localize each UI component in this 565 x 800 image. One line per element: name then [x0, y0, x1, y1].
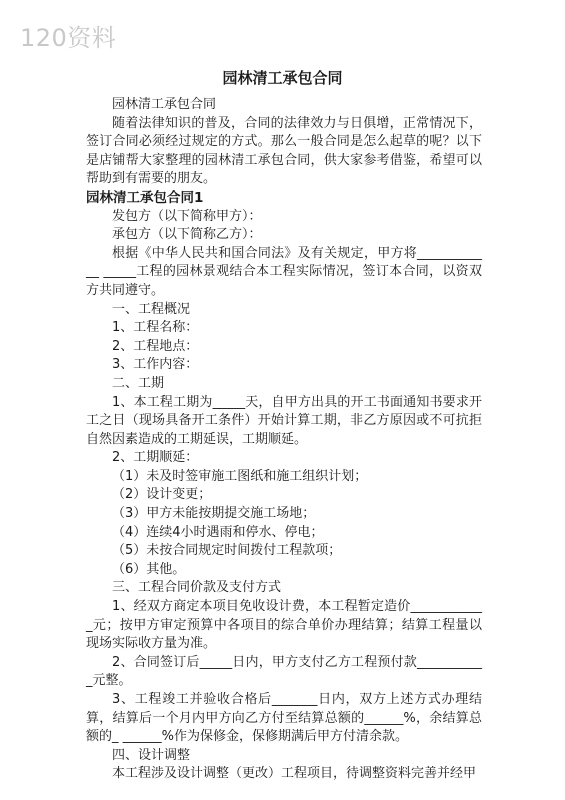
paragraph: 随着法律知识的普及，合同的法律效力与日俱增，正常情况下，签订合同必须经过规定的方式。那么一般合同是怎么起草的呢？以下是店铺帮大家整理的园林清工承包合同，供大家参考借鉴，希望可以帮助到有需要的朋友。	[86, 115, 482, 187]
paragraph: 园林清工承包合同	[112, 97, 217, 112]
document-title: 园林清工承包合同	[222, 69, 343, 87]
paragraph: （3）甲方未能按期提交施工场地；	[112, 506, 316, 522]
paragraph: 2、工期顺延：	[112, 450, 199, 466]
section-heading: 园林清工承包合同1	[86, 189, 204, 206]
paragraph: 承包方（以下简称乙方）：	[112, 227, 262, 243]
paragraph: 四、设计调整	[112, 747, 191, 763]
paragraph: 3、工程竣工并验收合格后_______日内，双方上述方式办理结算，结算后一个月内甲方向乙方付至结算总额的______%，余结算总额的_ ______%作为保修金，保修期满后甲方付清余款。	[86, 692, 482, 745]
paragraph: （1）未及时签审施工图纸和施工组织计划；	[112, 468, 368, 484]
paragraph: 三、工程合同价款及支付方式	[112, 580, 282, 596]
paragraph: （4）连续4小时遇雨和停水、停电；	[112, 524, 324, 540]
paragraph: 1、本工程工期为_____天，自甲方出具的开工书面通知书要求开工之日（现场具备开工条件）开始计算工期，非乙方原因或不可抗拒自然因素造成的工期延误，工期顺延。	[86, 394, 482, 447]
paragraph: 本工程涉及设计调整（更改）工程项目，待调整资料完善并经甲	[112, 766, 477, 782]
paragraph: （2）设计变更；	[112, 487, 212, 503]
paragraph: （6）其他。	[112, 561, 186, 577]
paragraph: 1、经双方商定本项目免收设计费，本工程暂定造价____________元；按甲方审定预算中各项目的综合单价办理结算；结算工程量以现场实际收方量为准。	[86, 599, 482, 652]
paragraph: 2、工程地点：	[112, 338, 199, 354]
watermark-logo: 120资料	[20, 24, 117, 52]
paragraph: （5）未按合同规定时间拨付工程款项；	[112, 543, 342, 559]
paragraph: 发包方（以下简称甲方）：	[112, 208, 262, 224]
paragraph: 二、工期	[112, 375, 165, 391]
paragraph: 根据《中华人民共和国合同法》及有关规定，甲方将____________ _____工程的园林景观结合本工程实际情况，签订本合同，以资双方共同遵守。	[86, 245, 482, 298]
paragraph: 2、合同签订后_____日内，甲方支付乙方工程预付款___________元整。	[86, 654, 482, 689]
paragraph: 3、工作内容：	[112, 357, 199, 373]
paragraph: 一、工程概况	[112, 301, 191, 317]
document-body	[86, 96, 482, 784]
paragraph: 1、工程名称：	[112, 320, 199, 336]
